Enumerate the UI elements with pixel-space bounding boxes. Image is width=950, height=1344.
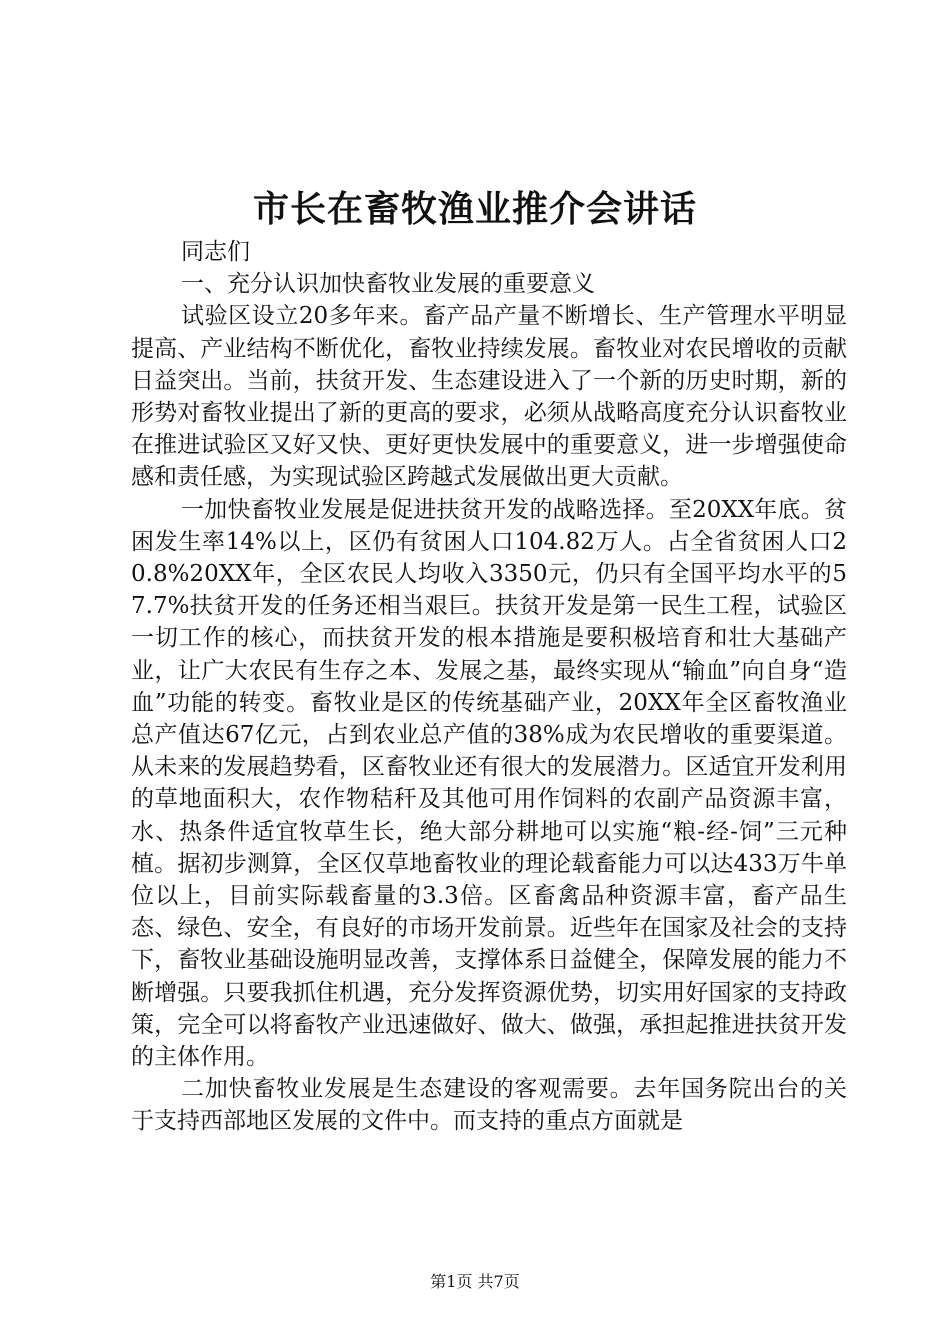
paragraph: 试验区设立20多年来。畜产品产量不断增长、生产管理水平明显提高、产业结构不断优化，畜牧业持续发展。畜牧业对农民增收的贡献日益突出。当前，扶贫开发、生态建设进入了一个新的历史时期，新的形势对畜牧业提出了新的更高的要求，必须从战略高度充分认识畜牧业在推进试验区又好又快、更好更快发展中的重要意义，进一步增强使命感和责任感，为实现试验区跨越式发展做出更大贡献。 bbox=[131, 303, 847, 491]
section-heading: 一、充分认识加快畜牧业发展的重要意义 bbox=[181, 271, 595, 298]
document-body bbox=[131, 236, 847, 1138]
salutation: 同志们 bbox=[181, 239, 250, 265]
document-title: 市长在畜牧渔业推介会讲话 bbox=[252, 188, 697, 230]
page-footer: 第1页 共7页 bbox=[430, 1272, 520, 1291]
paragraph: 二加快畜牧业发展是生态建设的客观需要。去年国务院出台的关于支持西部地区发展的文件中。而支持的重点方面就是 bbox=[131, 1076, 847, 1135]
paragraph: 一加快畜牧业发展是促进扶贫开发的战略选择。至20XX年底。贫困发生率14%以上，区仍有贫困人口104.82万人。占全省贫困人口20.8%20XX年，全区农民人均收入3350元，仍只有全国平均水平的57.7%扶贫开发的任务还相当艰巨。扶贫开发是第一民生工程，试验区一切工作的核心，而扶贫开发的根本措施是要积极培育和壮大基础产业，让广大农民有生存之本、发展之基，最终实现从“输血”向自身“造血”功能的转变。畜牧业是区的传统基础产业，20XX年全区畜牧渔业总产值达67亿元，占到农业总产值的38%成为农民增收的重要渠道。从未来的发展趋势看，区畜牧业还有很大的发展潜力。区适宜开发利用的草地面积大，农作物秸秆及其他可用作饲料的农副产品资源丰富，水、热条件适宜牧草生长，绝大部分耕地可以实施“粮-经-饲”三元种植。据初步测算，全区仅草地畜牧业的理论载畜能力可以达433万牛单位以上，目前实际载畜量的3.3倍。区畜禽品种资源丰富，畜产品生态、绿色、安全，有良好的市场开发前景。近些年在国家及社会的支持下，畜牧业基础设施明显改善，支撑体系日益健全，保障发展的能力不断增强。只要我抓住机遇，充分发挥资源优势，切实用好国家的支持政策，完全可以将畜牧产业迅速做好、做大、做强，承担起推进扶贫开发的主体作用。 bbox=[131, 496, 847, 1071]
